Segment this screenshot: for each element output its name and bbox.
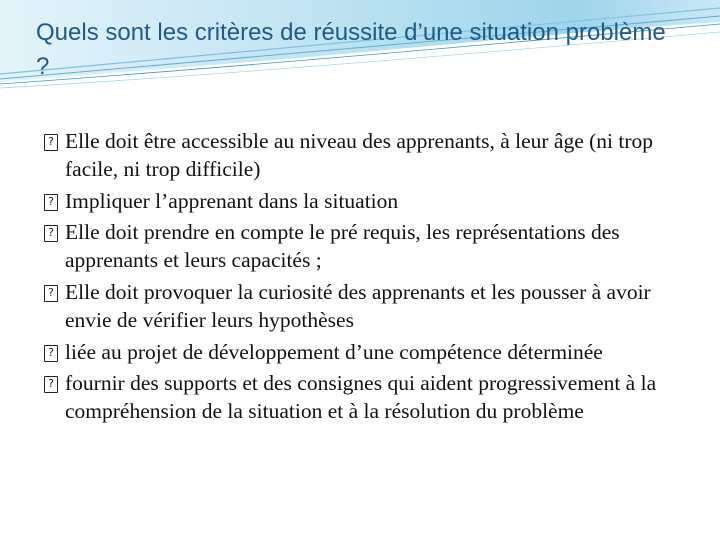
list-item bbox=[44, 339, 694, 367]
list-item-text: Elle doit provoquer la curiosité des apprenants et les pousser à avoir envie de vérifier leurs hypothèses bbox=[65, 279, 651, 332]
list-item bbox=[44, 128, 694, 184]
slide-title: Quels sont les critères de réussite d’une situation problème ? bbox=[36, 19, 666, 80]
missing-glyph-icon bbox=[44, 225, 58, 242]
missing-glyph-icon bbox=[44, 345, 58, 362]
list-item-text: fournir des supports et des consignes qui aident progressivement à la compréhension de la situation et à la résolution du problème bbox=[65, 371, 657, 424]
list-item-text: liée au projet de développement d’une compétence déterminée bbox=[65, 339, 603, 364]
list-item-text: Impliquer l’apprenant dans la situation bbox=[65, 188, 399, 213]
missing-glyph-icon bbox=[44, 285, 58, 302]
missing-glyph-icon bbox=[44, 134, 58, 151]
list-item-text: Elle doit être accessible au niveau des apprenants, à leur âge (ni trop facile, ni trop difficile) bbox=[65, 129, 654, 181]
list-item-text: Elle doit prendre en compte le pré requis, les représentations des apprenants et leurs capacités ; bbox=[65, 220, 620, 273]
criteria-list bbox=[44, 128, 694, 430]
list-item bbox=[44, 279, 694, 335]
missing-glyph-icon bbox=[44, 376, 58, 393]
list-item bbox=[44, 370, 694, 426]
list-item bbox=[44, 219, 694, 275]
list-item bbox=[44, 188, 694, 216]
missing-glyph-icon bbox=[44, 194, 58, 211]
